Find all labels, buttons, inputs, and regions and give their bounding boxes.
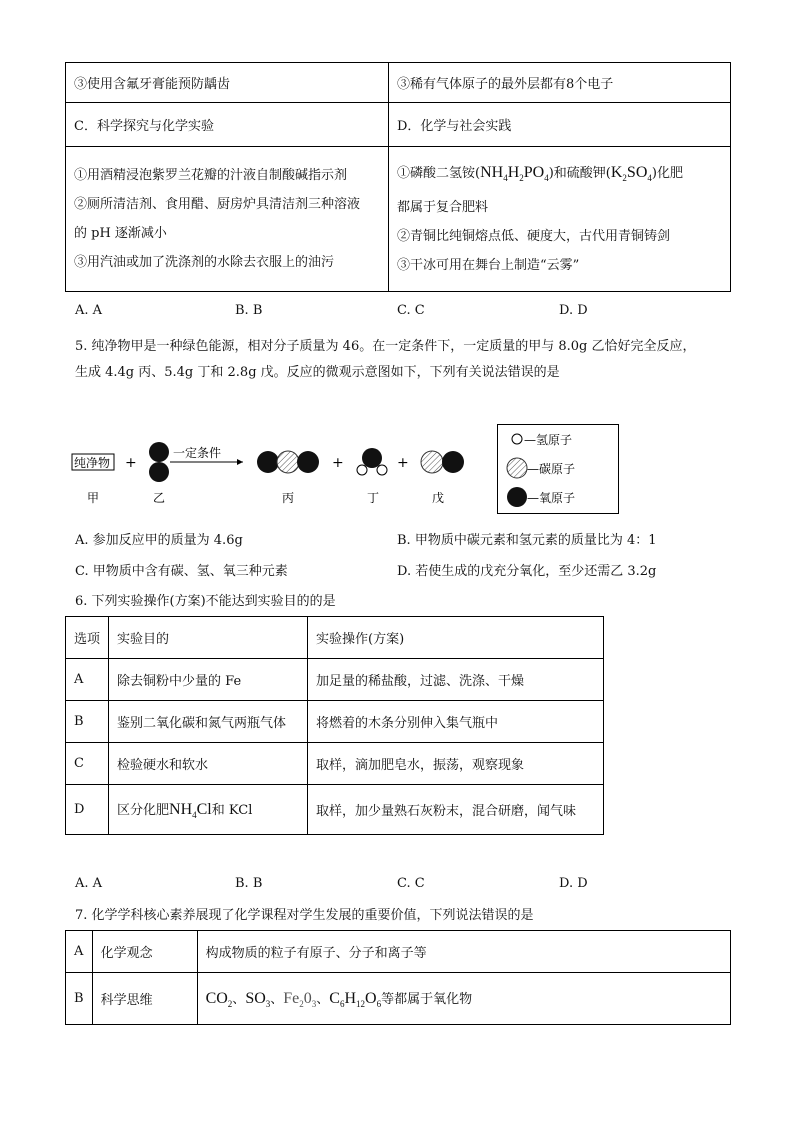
- option-a: A. A: [75, 303, 103, 318]
- svg-text:—碳原子: —碳原子: [527, 462, 576, 476]
- oxygen-atom: [149, 442, 169, 462]
- cell: A: [66, 931, 93, 973]
- option-b: B. B: [235, 303, 263, 318]
- q5-option-c: C. 甲物质中含有碳、氢、氧三种元素: [75, 564, 288, 579]
- header: 实验目的: [109, 617, 308, 659]
- item: ③干冰可用在舞台上制造“云雾”: [397, 258, 580, 274]
- item: 都属于复合肥料: [397, 200, 489, 216]
- condition: 一定条件: [173, 446, 222, 460]
- item: ①磷酸二氢铵$(NH_4H_2PO_4)$和硫酸钾$(K_2SO_4)$化肥: [397, 163, 683, 184]
- svg-text:—氢原子: —氢原子: [524, 433, 573, 447]
- label: 乙: [153, 491, 166, 505]
- cell: A: [66, 659, 109, 701]
- cell: 加足量的稀盐酸，过滤、洗涤、干燥: [308, 659, 604, 701]
- cell: B: [66, 973, 93, 1025]
- q5-text: 生成 4.4g 丙、5.4g 丁和 2.8g 戊。反应的微观示意图如下，下列有关说法错误的是: [75, 365, 560, 380]
- cell: 构成物质的粒子有原子、分子和离子等: [197, 931, 730, 973]
- cell: 区分化肥$NH_4Cl$和 KCl: [109, 785, 308, 835]
- cell: 科学思维: [92, 973, 197, 1025]
- oxygen-atom: [149, 462, 169, 482]
- label: 戊: [432, 491, 445, 505]
- reaction-diagram: [60, 410, 500, 510]
- cell: C: [66, 743, 109, 785]
- cell: 鉴别二氧化碳和氮气两瓶气体: [109, 701, 308, 743]
- option-a: A. A: [75, 876, 103, 891]
- cell: 检验硬水和软水: [109, 743, 308, 785]
- q6-text: 6. 下列实验操作(方案)不能达到实验目的的是: [75, 594, 336, 609]
- knowledge-table: [65, 62, 731, 292]
- item: ②青铜比纯铜熔点低、硬度大，古代用青铜铸剑: [397, 229, 671, 245]
- label: 甲: [87, 491, 100, 505]
- q7-text: 7. 化学学科核心素养展现了化学课程对学生发展的重要价值，下列说法错误的是: [75, 908, 534, 923]
- item: ①用酒精浸泡紫罗兰花瓣的汁液自制酸碱指示剂: [74, 168, 348, 183]
- option-d: D. D: [559, 303, 588, 318]
- option-c: C. C: [397, 876, 425, 891]
- q5-option-d: D. 若使生成的戊充分氧化，至少还需乙 3.2g: [397, 564, 657, 579]
- cell: 除去铜粉中少量的 Fe: [109, 659, 308, 701]
- cell: D．化学与社会实践: [389, 103, 731, 147]
- q7-table: [65, 930, 731, 1025]
- label: 丁: [367, 491, 380, 505]
- cell-c-items: [66, 147, 389, 292]
- cell: 取样，加少量熟石灰粉末，混合研磨，闻气味: [308, 785, 604, 835]
- q5-option-b: B. 甲物质中碳元素和氢元素的质量比为 4：1: [397, 533, 657, 548]
- option-b: B. B: [235, 876, 263, 891]
- label: 丙: [282, 491, 295, 505]
- svg-text:+: +: [332, 455, 344, 471]
- svg-text:—氧原子: —氧原子: [527, 491, 576, 505]
- option-c: C. C: [397, 303, 425, 318]
- option-d: D. D: [559, 876, 588, 891]
- cell: B: [66, 701, 109, 743]
- cell: 将燃着的木条分别伸入集气瓶中: [308, 701, 604, 743]
- cell: 取样，滴加肥皂水，振荡，观察现象: [308, 743, 604, 785]
- q6-table: [65, 616, 604, 835]
- header: 实验操作(方案): [308, 617, 604, 659]
- header: 选项: [66, 617, 109, 659]
- cell: D: [66, 785, 109, 835]
- item: ②厕所清洁剂、食用醋、厨房炉具清洁剂三种溶液: [74, 197, 361, 212]
- q5-text: 5. 纯净物甲是一种绿色能源，相对分子质量为 46。在一定条件下，一定质量的甲与 8.0g 乙恰好完全反应，: [75, 339, 696, 354]
- box-label: 纯净物: [74, 456, 111, 470]
- cell: 化学观念: [92, 931, 197, 973]
- cell: ③稀有气体原子的最外层都有8个电子: [389, 63, 731, 103]
- plus: +: [125, 455, 137, 471]
- q5-option-a: A. 参加反应甲的质量为 4.6g: [75, 533, 243, 548]
- legend: [497, 424, 619, 514]
- cell: C．科学探究与化学实验: [66, 103, 389, 147]
- cell-d-items: [389, 147, 731, 292]
- item: 的 pH 逐渐减小: [74, 226, 167, 241]
- item: ③用汽油或加了洗涤剂的水除去衣服上的油污: [74, 255, 335, 270]
- cell: $CO_2$、$SO_3$、$Fe_20_3$、$C_6H_{12}O_6$等都属于氧化物: [197, 973, 730, 1025]
- cell: ③使用含氟牙膏能预防龋齿: [66, 63, 389, 103]
- svg-text:+: +: [397, 455, 409, 471]
